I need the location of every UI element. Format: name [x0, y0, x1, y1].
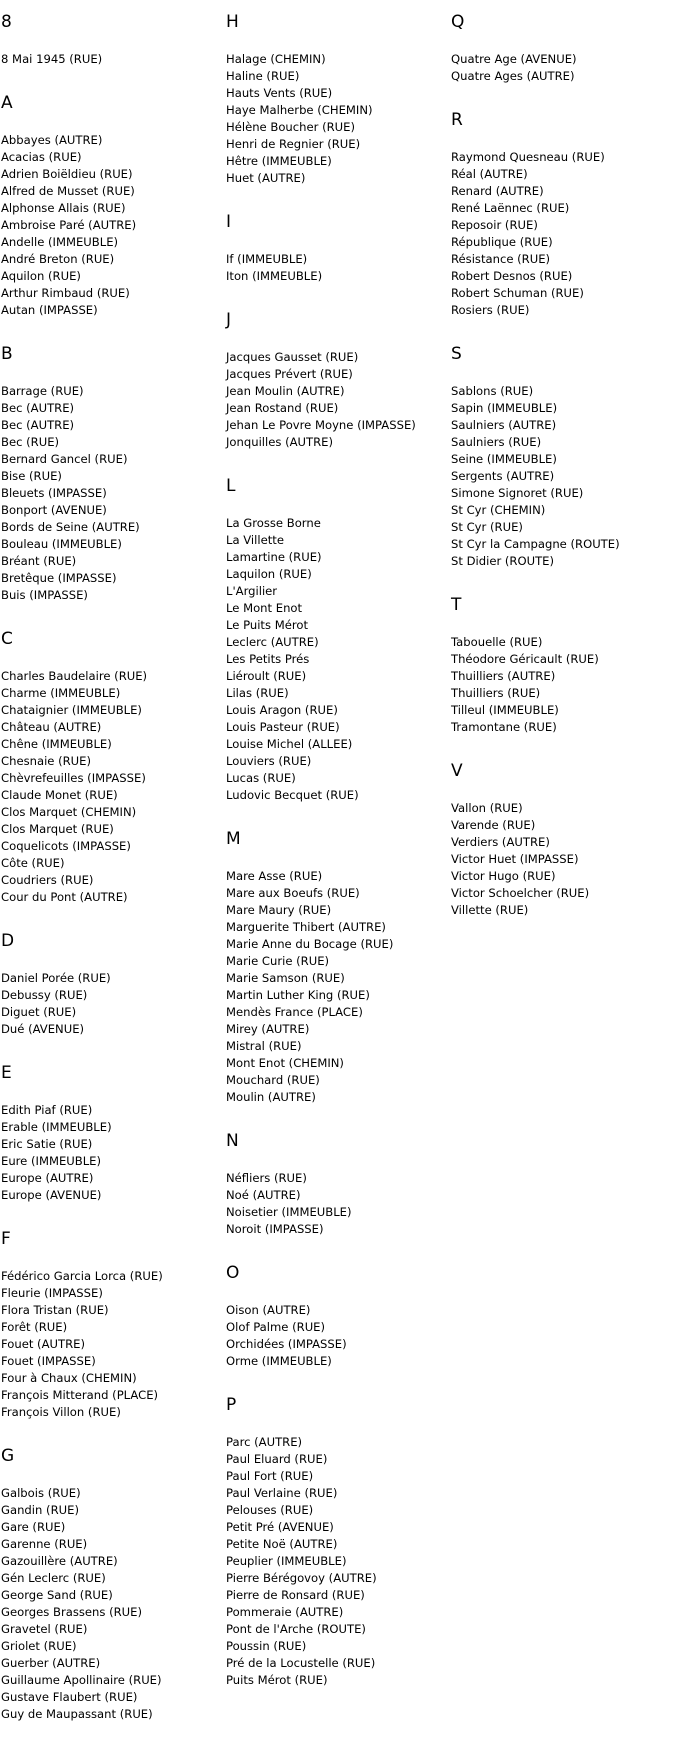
street-entry: Mare aux Boeufs (RUE): [226, 886, 360, 900]
letter-section: [451, 595, 666, 736]
street-index-column-2: [226, 12, 446, 1714]
street-entry: Charme (IMMEUBLE): [1, 686, 121, 700]
letter-heading: 8: [1, 12, 12, 32]
street-entry: Guerber (AUTRE): [1, 1656, 101, 1670]
letter-section: [226, 310, 446, 451]
street-entry: Poussin (RUE): [226, 1639, 307, 1653]
street-entry: Pommeraie (AUTRE): [226, 1605, 344, 1619]
street-entry: Victor Schoelcher (RUE): [451, 886, 590, 900]
letter-section: [451, 761, 666, 919]
street-entry: Sablons (RUE): [451, 384, 534, 398]
street-entry: Gravetel (RUE): [1, 1622, 88, 1636]
street-entry: Mont Enot (CHEMIN): [226, 1056, 344, 1070]
street-entry: Noé (AUTRE): [226, 1188, 301, 1202]
street-entry: Hêtre (IMMEUBLE): [226, 154, 332, 168]
letter-heading: R: [451, 110, 463, 130]
letter-heading: H: [226, 12, 239, 32]
street-entry: If (IMMEUBLE): [226, 252, 308, 266]
street-entry: Haline (RUE): [226, 69, 300, 83]
street-entry: Europe (AVENUE): [1, 1188, 102, 1202]
street-entry: Flora Tristan (RUE): [1, 1303, 109, 1317]
street-entry: Laquilon (RUE): [226, 567, 312, 581]
letter-heading: E: [1, 1063, 12, 1083]
street-entry: Parc (AUTRE): [226, 1435, 303, 1449]
letter-section: [1, 931, 216, 1038]
street-entry: Chesnaie (RUE): [1, 754, 92, 768]
street-entry: Arthur Rimbaud (RUE): [1, 286, 130, 300]
street-entry: Bec (AUTRE): [1, 401, 75, 415]
street-entry: Côte (RUE): [1, 856, 65, 870]
street-entry: Tabouelle (RUE): [451, 635, 543, 649]
street-entry: André Breton (RUE): [1, 252, 115, 266]
street-entry: Erable (IMMEUBLE): [1, 1120, 112, 1134]
street-entry: Varende (RUE): [451, 818, 536, 832]
street-entry: Pelouses (RUE): [226, 1503, 314, 1517]
letter-heading: T: [451, 595, 462, 615]
street-entry: Simone Signoret (RUE): [451, 486, 584, 500]
street-entry: Georges Brassens (RUE): [1, 1605, 143, 1619]
street-entry: Peuplier (IMMEUBLE): [226, 1554, 347, 1568]
street-entry: Pierre Bérégovoy (AUTRE): [226, 1571, 377, 1585]
street-entry: Résistance (RUE): [451, 252, 551, 266]
street-entry: Leclerc (AUTRE): [226, 635, 319, 649]
street-entry: Théodore Géricault (RUE): [451, 652, 599, 666]
street-entry: Fouet (IMPASSE): [1, 1354, 96, 1368]
street-entry: Mare Asse (RUE): [226, 869, 323, 883]
street-entry: Gén Leclerc (RUE): [1, 1571, 106, 1585]
street-entry: Thuilliers (RUE): [451, 686, 541, 700]
street-entry: Robert Schuman (RUE): [451, 286, 584, 300]
letter-section: [451, 12, 666, 85]
street-entry: Acacias (RUE): [1, 150, 82, 164]
street-entry: Sergents (AUTRE): [451, 469, 555, 483]
street-entry: Henri de Regnier (RUE): [226, 137, 361, 151]
street-entry: Petite Noë (AUTRE): [226, 1537, 338, 1551]
street-entry: Thuilliers (AUTRE): [451, 669, 556, 683]
letter-section: [226, 212, 446, 285]
street-entry: Chêne (IMMEUBLE): [1, 737, 112, 751]
street-entry: Abbayes (AUTRE): [1, 133, 103, 147]
street-entry: Le Puits Mérot: [226, 618, 308, 632]
street-entry: Jean Rostand (RUE): [226, 401, 339, 415]
street-entry: Marie Curie (RUE): [226, 954, 330, 968]
street-entry: Debussy (RUE): [1, 988, 88, 1002]
street-entry: Andelle (IMMEUBLE): [1, 235, 119, 249]
street-entry: Louise Michel (ALLEE): [226, 737, 353, 751]
street-entry: Mendès France (PLACE): [226, 1005, 363, 1019]
street-entry: Renard (AUTRE): [451, 184, 544, 198]
letter-section: [1, 344, 216, 604]
letter-section: [226, 1131, 446, 1238]
street-entry: Marguerite Thibert (AUTRE): [226, 920, 386, 934]
letter-heading: J: [226, 310, 232, 330]
street-entry: Garenne (RUE): [1, 1537, 88, 1551]
street-entry: Daniel Porée (RUE): [1, 971, 111, 985]
letter-section: [1, 1063, 216, 1204]
street-entry: Oison (AUTRE): [226, 1303, 311, 1317]
street-entry: Bernard Gancel (RUE): [1, 452, 128, 466]
street-index-column-3: [451, 12, 666, 944]
street-entry: Saulniers (AUTRE): [451, 418, 557, 432]
street-entry: Bise (RUE): [1, 469, 62, 483]
street-entry: Louis Aragon (RUE): [226, 703, 338, 717]
street-entry: Guillaume Apollinaire (RUE): [1, 1673, 162, 1687]
letter-heading: B: [1, 344, 13, 364]
street-entry: Ludovic Becquet (RUE): [226, 788, 359, 802]
street-entry: Cour du Pont (AUTRE): [1, 890, 128, 904]
street-entry: 8 Mai 1945 (RUE): [1, 52, 103, 66]
street-entry: Coquelicots (IMPASSE): [1, 839, 131, 853]
letter-heading: M: [226, 829, 241, 849]
street-entry: Huet (AUTRE): [226, 171, 306, 185]
letter-section: [451, 344, 666, 570]
street-entry: Victor Huet (IMPASSE): [451, 852, 579, 866]
street-index-column-1: [1, 12, 216, 1748]
letter-heading: Q: [451, 12, 465, 32]
street-entry: Paul Eluard (RUE): [226, 1452, 328, 1466]
street-entry: Marie Samson (RUE): [226, 971, 345, 985]
letter-section: [1, 1229, 216, 1421]
street-entry: Mouchard (RUE): [226, 1073, 320, 1087]
street-entry: Orchidées (IMPASSE): [226, 1337, 347, 1351]
letter-section: [226, 829, 446, 1106]
letter-heading: F: [1, 1229, 11, 1249]
street-entry: Mirey (AUTRE): [226, 1022, 310, 1036]
street-entry: Forêt (RUE): [1, 1320, 68, 1334]
street-entry: Orme (IMMEUBLE): [226, 1354, 332, 1368]
street-entry: Fédérico Garcia Lorca (RUE): [1, 1269, 163, 1283]
street-entry: Villette (RUE): [451, 903, 529, 917]
street-entry: Gazouillère (AUTRE): [1, 1554, 118, 1568]
street-entry: Diguet (RUE): [1, 1005, 77, 1019]
street-entry: Chèvrefeuilles (IMPASSE): [1, 771, 146, 785]
street-entry: Bleuets (IMPASSE): [1, 486, 107, 500]
letter-heading: L: [226, 476, 236, 496]
street-entry: Paul Fort (RUE): [226, 1469, 314, 1483]
letter-section: [226, 1263, 446, 1370]
street-entry: Adrien Boiëldieu (RUE): [1, 167, 133, 181]
street-entry: François Mitterand (PLACE): [1, 1388, 159, 1402]
street-entry: La Grosse Borne: [226, 516, 321, 530]
street-entry: Buis (IMPASSE): [1, 588, 88, 602]
street-entry: Noroit (IMPASSE): [226, 1222, 324, 1236]
street-entry: Bréant (RUE): [1, 554, 77, 568]
letter-section: [226, 1395, 446, 1689]
street-entry: Clos Marquet (CHEMIN): [1, 805, 137, 819]
street-entry: Fleurie (IMPASSE): [1, 1286, 103, 1300]
letter-heading: A: [1, 93, 13, 113]
street-entry: Néfliers (RUE): [226, 1171, 307, 1185]
letter-section: [1, 629, 216, 906]
street-entry: Tilleul (IMMEUBLE): [451, 703, 559, 717]
street-entry: Gare (RUE): [1, 1520, 66, 1534]
street-entry: Pré de la Locustelle (RUE): [226, 1656, 376, 1670]
street-entry: Les Petits Prés: [226, 652, 310, 666]
street-entry: Jacques Gausset (RUE): [226, 350, 359, 364]
street-entry: Barrage (RUE): [1, 384, 84, 398]
street-entry: Louviers (RUE): [226, 754, 312, 768]
letter-section: [1, 93, 216, 319]
street-entry: Olof Palme (RUE): [226, 1320, 326, 1334]
street-entry: St Cyr (RUE): [451, 520, 523, 534]
street-entry: Gustave Flaubert (RUE): [1, 1690, 138, 1704]
street-entry: Reposoir (RUE): [451, 218, 538, 232]
letter-section: [1, 12, 216, 68]
street-entry: Lucas (RUE): [226, 771, 296, 785]
street-entry: L'Argilier: [226, 584, 278, 598]
street-entry: Vallon (RUE): [451, 801, 523, 815]
street-entry: Jacques Prévert (RUE): [226, 367, 353, 381]
street-entry: Sapin (IMMEUBLE): [451, 401, 558, 415]
street-entry: Fouet (AUTRE): [1, 1337, 85, 1351]
street-entry: Four à Chaux (CHEMIN): [1, 1371, 137, 1385]
street-entry: Bouleau (IMMEUBLE): [1, 537, 122, 551]
street-entry: Château (AUTRE): [1, 720, 102, 734]
street-entry: Victor Hugo (RUE): [451, 869, 556, 883]
street-entry: Quatre Age (AVENUE): [451, 52, 577, 66]
street-entry: Charles Baudelaire (RUE): [1, 669, 148, 683]
street-entry: Aquilon (RUE): [1, 269, 81, 283]
street-entry: Galbois (RUE): [1, 1486, 81, 1500]
street-entry: Bec (RUE): [1, 435, 60, 449]
street-entry: Bords de Seine (AUTRE): [1, 520, 140, 534]
street-entry: Eric Satie (RUE): [1, 1137, 93, 1151]
street-entry: Griolet (RUE): [1, 1639, 77, 1653]
street-entry: Pont de l'Arche (ROUTE): [226, 1622, 366, 1636]
letter-section: [451, 110, 666, 319]
street-entry: Hauts Vents (RUE): [226, 86, 333, 100]
letter-heading: G: [1, 1446, 15, 1466]
street-entry: Edith Piaf (RUE): [1, 1103, 93, 1117]
street-entry: George Sand (RUE): [1, 1588, 113, 1602]
street-entry: Hélène Boucher (RUE): [226, 120, 355, 134]
letter-heading: I: [226, 212, 232, 232]
street-entry: Réal (AUTRE): [451, 167, 528, 181]
street-entry: Guy de Maupassant (RUE): [1, 1707, 153, 1721]
street-entry: Puits Mérot (RUE): [226, 1673, 328, 1687]
street-entry: St Cyr la Campagne (ROUTE): [451, 537, 620, 551]
street-entry: Mare Maury (RUE): [226, 903, 332, 917]
street-entry: Pierre de Ronsard (RUE): [226, 1588, 365, 1602]
street-entry: Ambroise Paré (AUTRE): [1, 218, 137, 232]
street-entry: Autan (IMPASSE): [1, 303, 98, 317]
street-entry: Dué (AVENUE): [1, 1022, 85, 1036]
street-entry: Martin Luther King (RUE): [226, 988, 370, 1002]
street-entry: Paul Verlaine (RUE): [226, 1486, 338, 1500]
street-entry: Eure (IMMEUBLE): [1, 1154, 102, 1168]
street-entry: Rosiers (RUE): [451, 303, 530, 317]
street-entry: Lamartine (RUE): [226, 550, 322, 564]
street-entry: Gandin (RUE): [1, 1503, 79, 1517]
letter-heading: V: [451, 761, 463, 781]
letter-section: [226, 476, 446, 804]
street-entry: Petit Pré (AVENUE): [226, 1520, 334, 1534]
street-entry: St Didier (ROUTE): [451, 554, 555, 568]
street-entry: Europe (AUTRE): [1, 1171, 94, 1185]
letter-heading: N: [226, 1131, 239, 1151]
street-entry: Iton (IMMEUBLE): [226, 269, 323, 283]
letter-heading: O: [226, 1263, 240, 1283]
street-entry: Tramontane (RUE): [451, 720, 557, 734]
letter-heading: C: [1, 629, 13, 649]
street-entry: Bonport (AVENUE): [1, 503, 107, 517]
letter-heading: D: [1, 931, 15, 951]
street-entry: Chataignier (IMMEUBLE): [1, 703, 142, 717]
street-entry: La Villette: [226, 533, 284, 547]
street-entry: Jean Moulin (AUTRE): [226, 384, 345, 398]
street-entry: Louis Pasteur (RUE): [226, 720, 340, 734]
letter-heading: S: [451, 344, 462, 364]
street-entry: Liéroult (RUE): [226, 669, 307, 683]
street-entry: Jonquilles (AUTRE): [226, 435, 334, 449]
street-entry: François Villon (RUE): [1, 1405, 121, 1419]
street-entry: Bec (AUTRE): [1, 418, 75, 432]
street-entry: Raymond Quesneau (RUE): [451, 150, 605, 164]
street-entry: Verdiers (AUTRE): [451, 835, 550, 849]
street-entry: Clos Marquet (RUE): [1, 822, 114, 836]
street-entry: Jehan Le Povre Moyne (IMPASSE): [226, 418, 416, 432]
street-entry: Robert Desnos (RUE): [451, 269, 573, 283]
street-entry: Noisetier (IMMEUBLE): [226, 1205, 352, 1219]
street-entry: St Cyr (CHEMIN): [451, 503, 546, 517]
letter-section: [1, 1446, 216, 1723]
street-entry: Saulniers (RUE): [451, 435, 542, 449]
street-entry: Coudriers (RUE): [1, 873, 94, 887]
street-entry: Bretêque (IMPASSE): [1, 571, 117, 585]
street-entry: Mistral (RUE): [226, 1039, 302, 1053]
street-entry: Le Mont Enot: [226, 601, 303, 615]
street-entry: Claude Monet (RUE): [1, 788, 118, 802]
street-entry: Seine (IMMEUBLE): [451, 452, 557, 466]
letter-section: [226, 12, 446, 187]
street-entry: Halage (CHEMIN): [226, 52, 326, 66]
letter-heading: P: [226, 1395, 237, 1415]
street-entry: René Laënnec (RUE): [451, 201, 570, 215]
street-entry: Alphonse Allais (RUE): [1, 201, 126, 215]
street-entry: Marie Anne du Bocage (RUE): [226, 937, 394, 951]
street-entry: Alfred de Musset (RUE): [1, 184, 135, 198]
street-entry: Moulin (AUTRE): [226, 1090, 316, 1104]
street-entry: Haye Malherbe (CHEMIN): [226, 103, 373, 117]
street-entry: République (RUE): [451, 235, 553, 249]
street-entry: Quatre Ages (AUTRE): [451, 69, 575, 83]
street-entry: Lilas (RUE): [226, 686, 289, 700]
